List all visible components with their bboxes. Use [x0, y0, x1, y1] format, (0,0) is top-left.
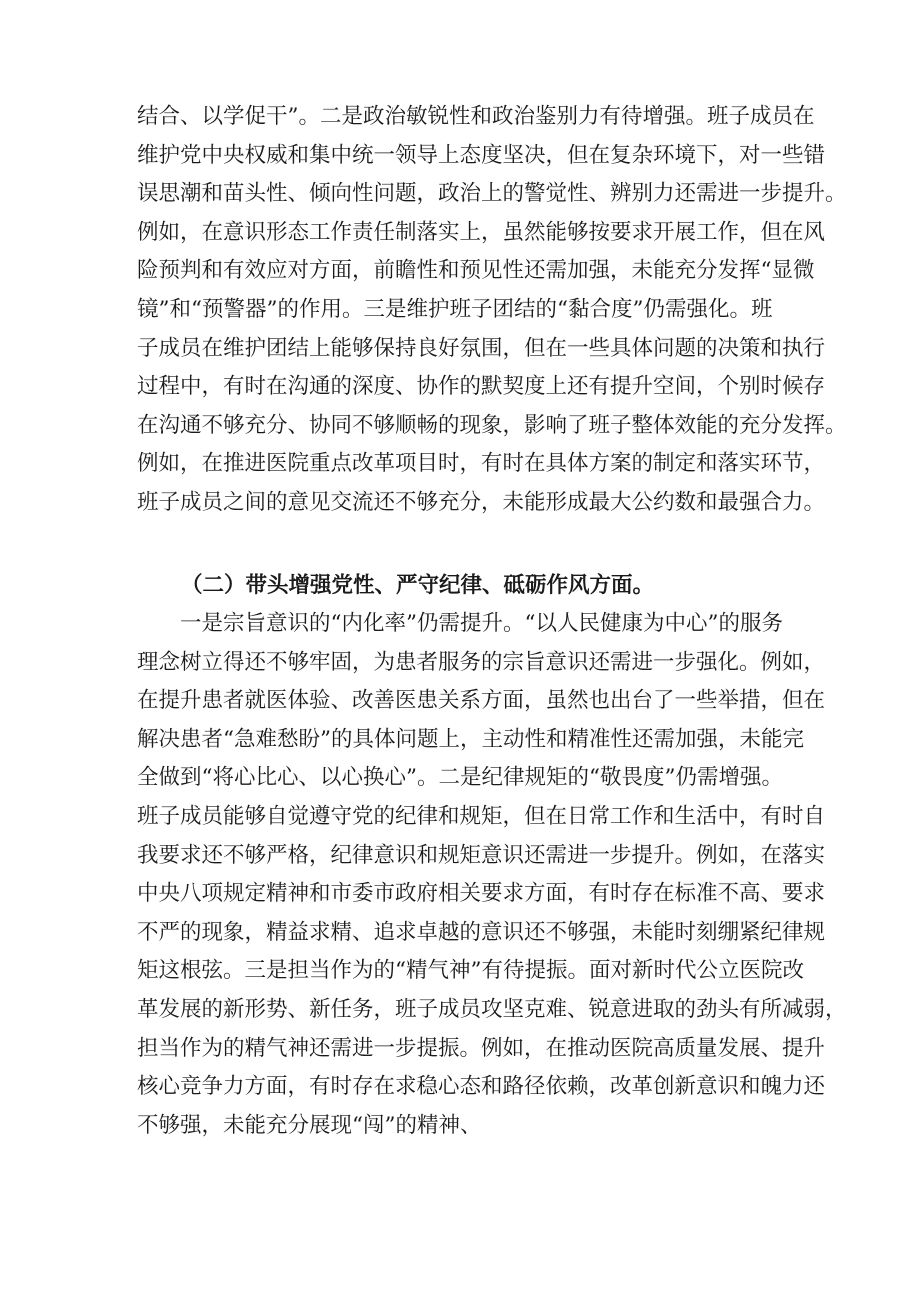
- text-line: 例如，在推进医院重点改革项目时，有时在具体方案的制定和落实环节，: [137, 451, 826, 477]
- text-line: 维护党中央权威和集中统一领导上态度坚决，但在复杂环境下，对一些错: [137, 142, 826, 168]
- text-line: 一是宗旨意识的“内化率”仍需提升。“以人民健康为中心”的服务: [137, 611, 783, 636]
- text-line: 全做到“将心比心、以心换心”。二是纪律规矩的“敬畏度”仍需增强。: [137, 765, 783, 791]
- section-heading: [181, 567, 797, 605]
- text-line: 班子成员能够自觉遵守党的纪律和规矩，但在日常工作和生活中，有时自: [137, 803, 826, 829]
- text-line: 子成员在维护团结上能够保持良好氛围，但在一些具体问题的决策和执行: [137, 335, 826, 361]
- text-line: 险预判和有效应对方面，前瞻性和预见性还需加强，未能充分发挥“显微: [137, 258, 815, 284]
- text-line: 担当作为的精气神还需进一步提振。例如，在推动医院高质量发展、提升: [137, 1035, 826, 1061]
- text-line: 在沟通不够充分、协同不够顺畅的现象，影响了班子整体效能的充分发挥。: [137, 412, 847, 438]
- text-line: 结合、以学促干”。二是政治敏锐性和政治鉴别力有待增强。班子成员在: [137, 104, 815, 129]
- text-line: 革发展的新形势、新任务，班子成员攻坚克难、锐意进取的劲头有所减弱，: [137, 996, 847, 1022]
- text-line: 例如，在意识形态工作责任制落实上，虽然能够按要求开展工作，但在风: [137, 219, 826, 245]
- text-line: 我要求还不够严格，纪律意识和规矩意识还需进一步提升。例如，在落实: [137, 842, 826, 868]
- section-heading-text: （二）带头增强党性、严守纪律、砥砺作风方面。: [181, 573, 655, 598]
- text-line: 误思潮和苗头性、倾向性问题，政治上的警觉性、辨别力还需进一步提升。: [137, 181, 847, 207]
- text-line: 核心竞争力方面，有时存在求稳心态和路径依赖，改革创新意识和魄力还: [137, 1074, 826, 1100]
- text-line: 解决患者“急难愁盼”的具体问题上，主动性和精准性还需加强，未能完: [137, 726, 804, 752]
- text-line: 矩这根弦。三是担当作为的“精气神”有待提振。面对新时代公立医院改: [137, 958, 804, 984]
- text-line: 在提升患者就医体验、改善医患关系方面，虽然也出台了一些举措，但在: [137, 688, 826, 714]
- text-line: 中央八项规定精神和市委市政府相关要求方面，有时存在标准不高、要求: [137, 881, 826, 907]
- paragraph-1: [137, 98, 847, 523]
- text-line: 镜”和“预警器”的作用。三是维护班子团结的“黏合度”仍需强化。班: [137, 296, 773, 322]
- paragraph-2: [137, 605, 847, 1145]
- text-line: 班子成员之间的意见交流还不够充分，未能形成最大公约数和最强合力。: [137, 489, 826, 515]
- text-line: 过程中，有时在沟通的深度、协作的默契度上还有提升空间，个别时候存: [137, 374, 826, 400]
- text-line: 不够强，未能充分展现“闯”的精神、: [137, 1112, 482, 1138]
- text-line: 不严的现象，精益求精、追求卓越的意识还不够强，未能时刻绷紧纪律规: [137, 919, 826, 945]
- text-line: 理念树立得还不够牢固，为患者服务的宗旨意识还需进一步强化。例如，: [137, 649, 826, 675]
